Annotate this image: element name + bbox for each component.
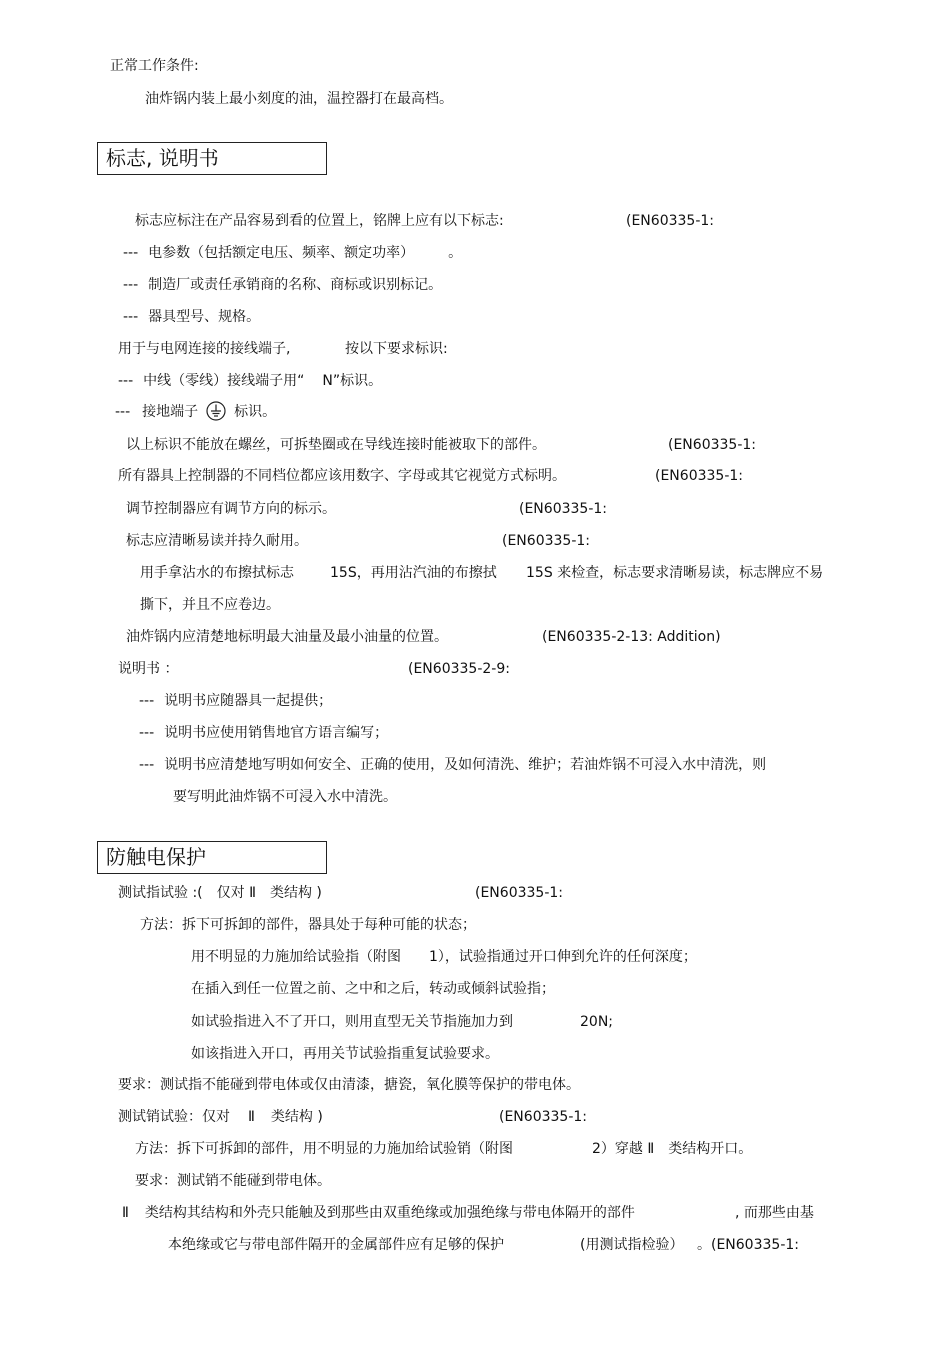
pin-method-b	[592, 1140, 752, 1158]
class2-e: (用测试指检验）	[580, 1237, 684, 1253]
manual-item-3-cont: 要写明此油炸锅不可浸入水中清洗。	[173, 789, 397, 805]
finger-test-ref: (EN60335-1:	[475, 885, 563, 901]
list-item-text: 电参数（包括额定电压、频率、额定功率）	[148, 245, 415, 261]
manual-ref: (EN60335-2-9:	[408, 661, 510, 677]
pin-test-a: 测试销试验：仅对	[118, 1109, 230, 1125]
not-on-screws: 以上标识不能放在螺丝，可拆垫圈或在导线连接时能被取下的部件。	[126, 437, 546, 453]
finger-requirement: 要求：测试指不能碰到带电体或仅由清漆，搪瓷，氧化膜等保护的带电体。	[118, 1077, 580, 1093]
finger-method-2	[191, 948, 697, 966]
terminal-intro-b: 按以下要求标识:	[345, 341, 448, 357]
finger-test-a: 测试指试验 :(	[118, 885, 203, 901]
list-item-text: 说明书应清楚地写明如何安全、正确的使用，及如何清洗、维护；若油炸锅不可浸入水中清洗，则	[164, 757, 767, 773]
ground-text-b: 标识。	[234, 404, 277, 420]
finger-method-3: 在插入到任一位置之前、之中和之后，转动或倾斜试验指；	[191, 981, 555, 997]
class2-d: 本绝缘或它与带电部件隔开的金属部件应有足够的保护	[168, 1237, 504, 1253]
ground-text-a: 接地端子	[142, 404, 199, 420]
oil-level-ref: (EN60335-2-13: Addition)	[542, 629, 721, 645]
rub-test-d: 撕下，并且不应卷边。	[140, 597, 280, 613]
marking-intro-text: 标志应标注在产品容易到看的位置上，铭牌上应有以下标志:	[135, 213, 504, 229]
marking-item-3	[123, 308, 260, 326]
list-dash: ---	[139, 725, 155, 741]
section-title-shock: 防触电保护	[97, 841, 327, 874]
legible-ref: (EN60335-1:	[502, 533, 590, 549]
terminal-intro-a: 用于与电网连接的接线端子,	[118, 341, 291, 357]
control-positions: 所有器具上控制器的不同档位都应该用数字、字母或其它视觉方式标明。	[118, 468, 566, 484]
marking-intro	[135, 212, 504, 230]
finger-method-4	[191, 1013, 513, 1031]
pin-method-c: 类结构开口。	[668, 1141, 753, 1157]
manual-title: 说明书 ：	[118, 661, 179, 677]
list-item-end: 。	[448, 245, 463, 261]
list-dash: ---	[115, 404, 131, 420]
marking-item-2	[123, 276, 442, 294]
rub-test-a: 用手拿沾水的布擦拭标志	[140, 565, 294, 581]
marking-item-1	[123, 244, 462, 262]
pin-method-a: 方法：拆下可拆卸的部件，用不明显的力施加给试验销（附图	[135, 1141, 513, 1157]
ground-terminal-line	[115, 403, 276, 421]
normal-condition-text: 油炸锅内装上最小刻度的油，温控器打在最高档。	[145, 91, 453, 107]
finger-method-2a: 用不明显的力施加给试验指（附图	[191, 949, 401, 965]
finger-method-1: 方法：拆下可拆卸的部件，器具处于每种可能的状态；	[140, 917, 476, 933]
finger-method-2b: 1），试验指通过开口伸到允许的任何深度；	[429, 949, 697, 965]
marking-intro-ref: (EN60335-1:	[626, 213, 714, 229]
finger-method-5: 如该指进入开口，再用关节试验指重复试验要求。	[191, 1046, 499, 1062]
class2-b: 类结构其结构和外壳只能触及到那些由双重绝缘或加强绝缘与带电体隔开的部件	[144, 1205, 635, 1221]
pin-requirement: 要求：测试销不能碰到带电体。	[135, 1173, 331, 1189]
pin-test-c: 类结构 )	[270, 1109, 323, 1125]
manual-item-3	[139, 756, 766, 774]
class2-line-1	[122, 1204, 635, 1222]
legible: 标志应清晰易读并持久耐用。	[126, 533, 308, 549]
control-positions-ref: (EN60335-1:	[655, 468, 743, 484]
list-item-text: 说明书应随器具一起提供；	[164, 693, 333, 709]
adjust-direction-ref: (EN60335-1:	[519, 501, 607, 517]
not-on-screws-ref: (EN60335-1:	[668, 437, 756, 453]
neutral-text-b: N”标识。	[322, 373, 383, 389]
class2-a: Ⅱ	[122, 1205, 129, 1221]
list-dash: ---	[123, 245, 139, 261]
pin-test-ref: (EN60335-1:	[499, 1109, 587, 1125]
class2-c: , 而那些由基	[735, 1205, 814, 1221]
neutral-terminal-line	[118, 372, 382, 390]
finger-test-title	[118, 884, 322, 902]
finger-method-4a: 如试验指进入不了开口，则用直型无关节指施加力到	[191, 1014, 513, 1030]
protective-earth-icon	[206, 401, 226, 421]
list-dash: ---	[118, 373, 134, 389]
pin-test-title	[118, 1108, 323, 1126]
oil-level: 油炸锅内应清楚地标明最大油量及最小油量的位置。	[126, 629, 448, 645]
finger-test-b: 仅对 Ⅱ	[216, 885, 256, 901]
pin-method	[135, 1140, 513, 1158]
pin-method-b-text: 2）穿越 Ⅱ	[592, 1141, 655, 1157]
rub-test-c: 15S 来检查，标志要求清晰易读，标志牌应不易	[526, 565, 824, 581]
list-dash: ---	[123, 277, 139, 293]
finger-test-c: 类结构 )	[269, 885, 322, 901]
list-dash: ---	[123, 309, 139, 325]
list-item-text: 制造厂或责任承销商的名称、商标或识别标记。	[148, 277, 443, 293]
list-item-text: 说明书应使用销售地官方语言编写；	[164, 725, 389, 741]
list-dash: ---	[139, 693, 155, 709]
section-title-marking: 标志, 说明书	[97, 142, 327, 175]
list-dash: ---	[139, 757, 155, 773]
manual-item-2	[139, 724, 388, 742]
pin-test-b: Ⅱ	[248, 1109, 255, 1125]
manual-item-1	[139, 692, 332, 710]
normal-condition-title: 正常工作条件:	[110, 58, 199, 74]
class2-f: 。(EN60335-1:	[697, 1237, 799, 1253]
adjust-direction: 调节控制器应有调节方向的标示。	[126, 501, 336, 517]
list-item-text: 器具型号、规格。	[148, 309, 261, 325]
neutral-text-a: 中线（零线）接线端子用“	[143, 373, 305, 389]
rub-test-b: 15S，再用沾汽油的布擦拭	[330, 565, 497, 581]
finger-method-4b: 20N;	[580, 1014, 614, 1030]
